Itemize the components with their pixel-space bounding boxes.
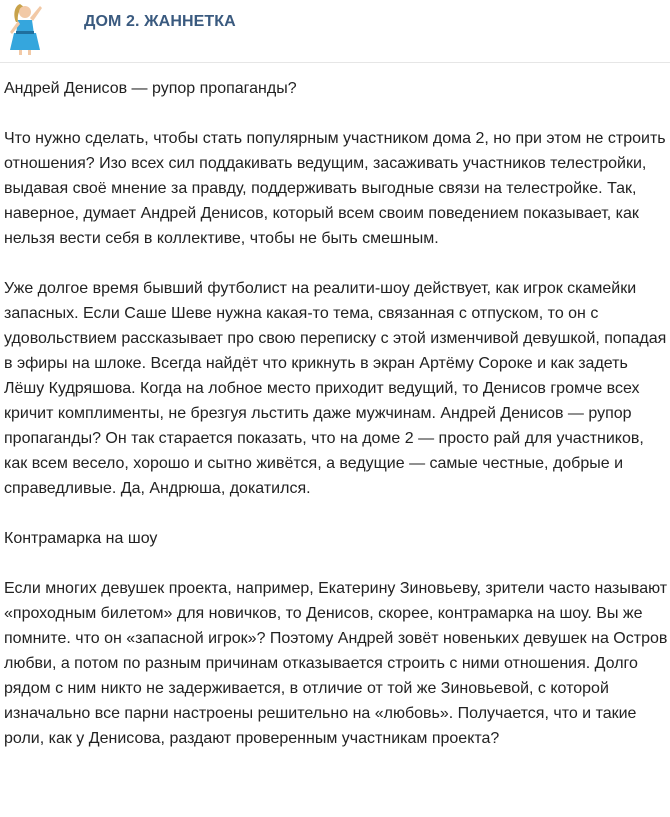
article-paragraph-1: Что нужно сделать, чтобы стать популярным участником дома 2, но при этом не строить отношения? Изо всех сил поддакивать ведущим, засаживать участников телестройки, выдавая своё мнение за правду, поддерживать выгодные связи на телестройке. Так, наверное, думает Андрей Денисов, который всем своим поведением показывает, как нельзя вести себя в коллективе, чтобы не быть смешным. xyxy=(4,130,666,247)
article-paragraph-3: Если многих девушек проекта, например, Екатерину Зиновьеву, зрители часто называют «проходным билетом» для новичков, то Денисов, скорее, контрамарка на шоу. Вы же помните. что он «запасной игрок»? Поэтому Андрей зовёт новеньких девушек на Остров любви, а потом по разным причинам отказывается строить с ними отношения. Долго рядом с ним никто не задерживается, в отличие от той же Зиновьевой, с которой изначально все парни настроены решительно на «любовь». Получается, что и такие роли, как у Денисова, раздают проверенным участникам проекта? xyxy=(4,580,668,747)
article-body xyxy=(4,76,668,776)
page-title[interactable]: ДОМ 2. ЖАННЕТКА xyxy=(84,13,236,30)
girl-figure-icon[interactable] xyxy=(0,0,54,56)
site-header xyxy=(0,0,670,56)
header-divider xyxy=(0,62,670,63)
article-heading-2: Контрамарка на шоу xyxy=(4,530,158,547)
article-paragraph-2: Уже долгое время бывший футболист на реалити-шоу действует, как игрок скамейки запасных. Если Саше Шеве нужна какая-то тема, связанная с отпуском, то он с удовольствием рассказывает про свою переписку с этой изменчивой девушкой, попадая в эфиры на шлоке. Всегда найдёт что крикнуть в экран Артёму Сороке и как задеть Лёшу Кудряшова. Когда на лобное место приходит ведущий, то Денисов громче всех кричит комплименты, не брезгуя льстить даже мужчинам. Андрей Денисов — рупор пропаганды? Он так старается показать, что на доме 2 — просто рай для участников, как всем весело, хорошо и сытно живётся, а ведущие — самые честные, добрые и справедливые. Да, Андрюша, докатился. xyxy=(4,280,667,497)
article-heading-1: Андрей Денисов — рупор пропаганды? xyxy=(4,80,297,97)
